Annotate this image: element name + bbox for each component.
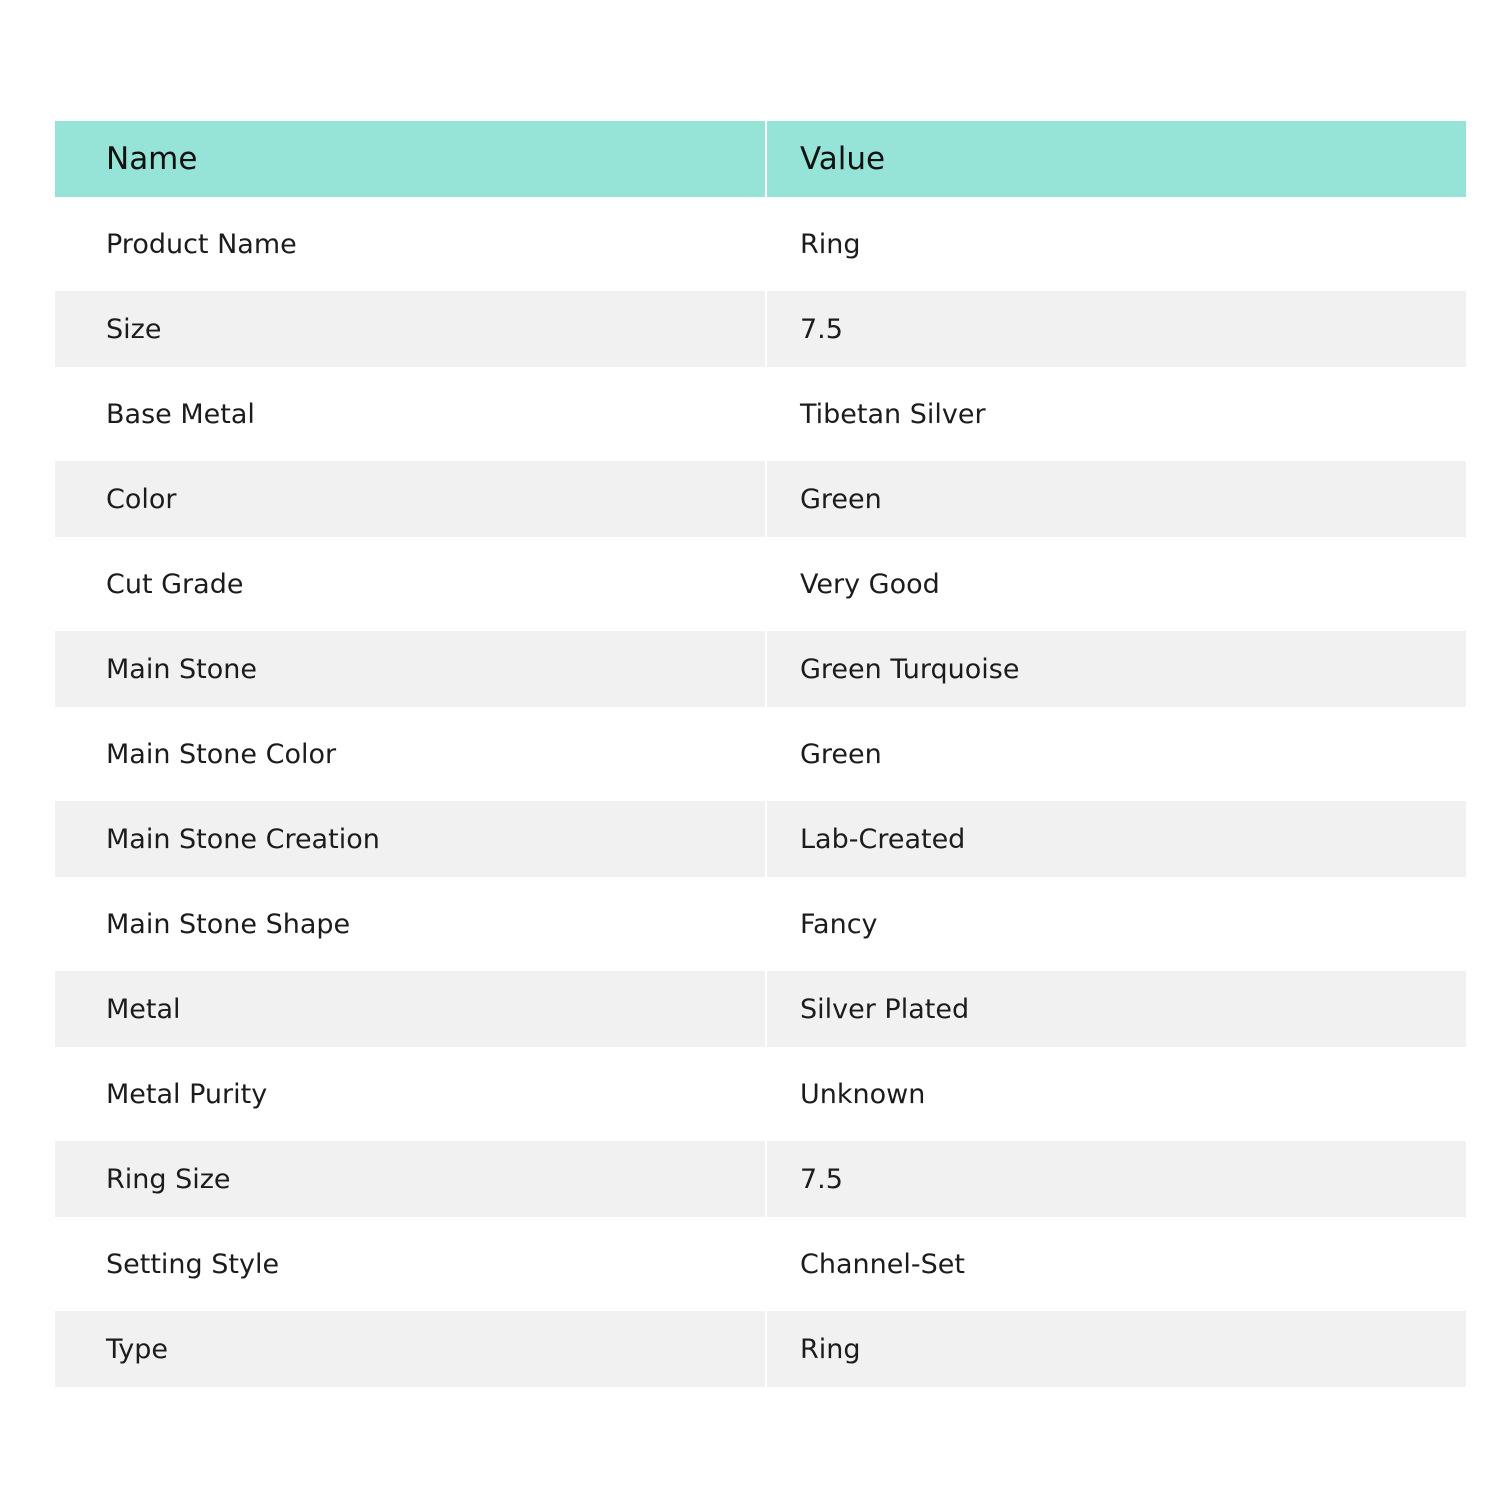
row-name-cell: Main Stone Color (55, 707, 766, 801)
row-value-cell: Green (766, 461, 1466, 537)
table-row (55, 367, 1466, 461)
table-row (55, 707, 1466, 801)
row-name-cell: Base Metal (55, 367, 766, 461)
table-row (55, 197, 1466, 291)
column-header-name: Name (55, 121, 766, 197)
table-row (55, 801, 1466, 877)
row-value-cell: Silver Plated (766, 971, 1466, 1047)
table-row (55, 631, 1466, 707)
column-header-value: Value (766, 121, 1466, 197)
row-name-cell: Main Stone Shape (55, 877, 766, 971)
row-value-cell: 7.5 (766, 1141, 1466, 1217)
row-value-cell: Very Good (766, 537, 1466, 631)
row-name-cell: Metal Purity (55, 1047, 766, 1141)
table-row (55, 1141, 1466, 1217)
table-row (55, 1047, 1466, 1141)
table-row (55, 971, 1466, 1047)
row-value-cell: Tibetan Silver (766, 367, 1466, 461)
row-value-cell: Green (766, 707, 1466, 801)
table-row (55, 291, 1466, 367)
row-name-cell: Cut Grade (55, 537, 766, 631)
row-value-cell: Unknown (766, 1047, 1466, 1141)
row-name-cell: Main Stone Creation (55, 801, 766, 877)
row-name-cell: Main Stone (55, 631, 766, 707)
table-row (55, 877, 1466, 971)
row-value-cell: 7.5 (766, 291, 1466, 367)
row-name-cell: Color (55, 461, 766, 537)
row-value-cell: Ring (766, 197, 1466, 291)
row-name-cell: Setting Style (55, 1217, 766, 1311)
row-name-cell: Type (55, 1311, 766, 1387)
table-row (55, 461, 1466, 537)
table-header-row (55, 121, 1466, 197)
row-value-cell: Fancy (766, 877, 1466, 971)
table-row (55, 1217, 1466, 1311)
row-value-cell: Lab-Created (766, 801, 1466, 877)
product-spec-table (55, 121, 1466, 1387)
row-name-cell: Product Name (55, 197, 766, 291)
row-value-cell: Ring (766, 1311, 1466, 1387)
row-name-cell: Metal (55, 971, 766, 1047)
table-row (55, 537, 1466, 631)
row-value-cell: Green Turquoise (766, 631, 1466, 707)
table-row (55, 1311, 1466, 1387)
row-name-cell: Size (55, 291, 766, 367)
row-name-cell: Ring Size (55, 1141, 766, 1217)
row-value-cell: Channel-Set (766, 1217, 1466, 1311)
